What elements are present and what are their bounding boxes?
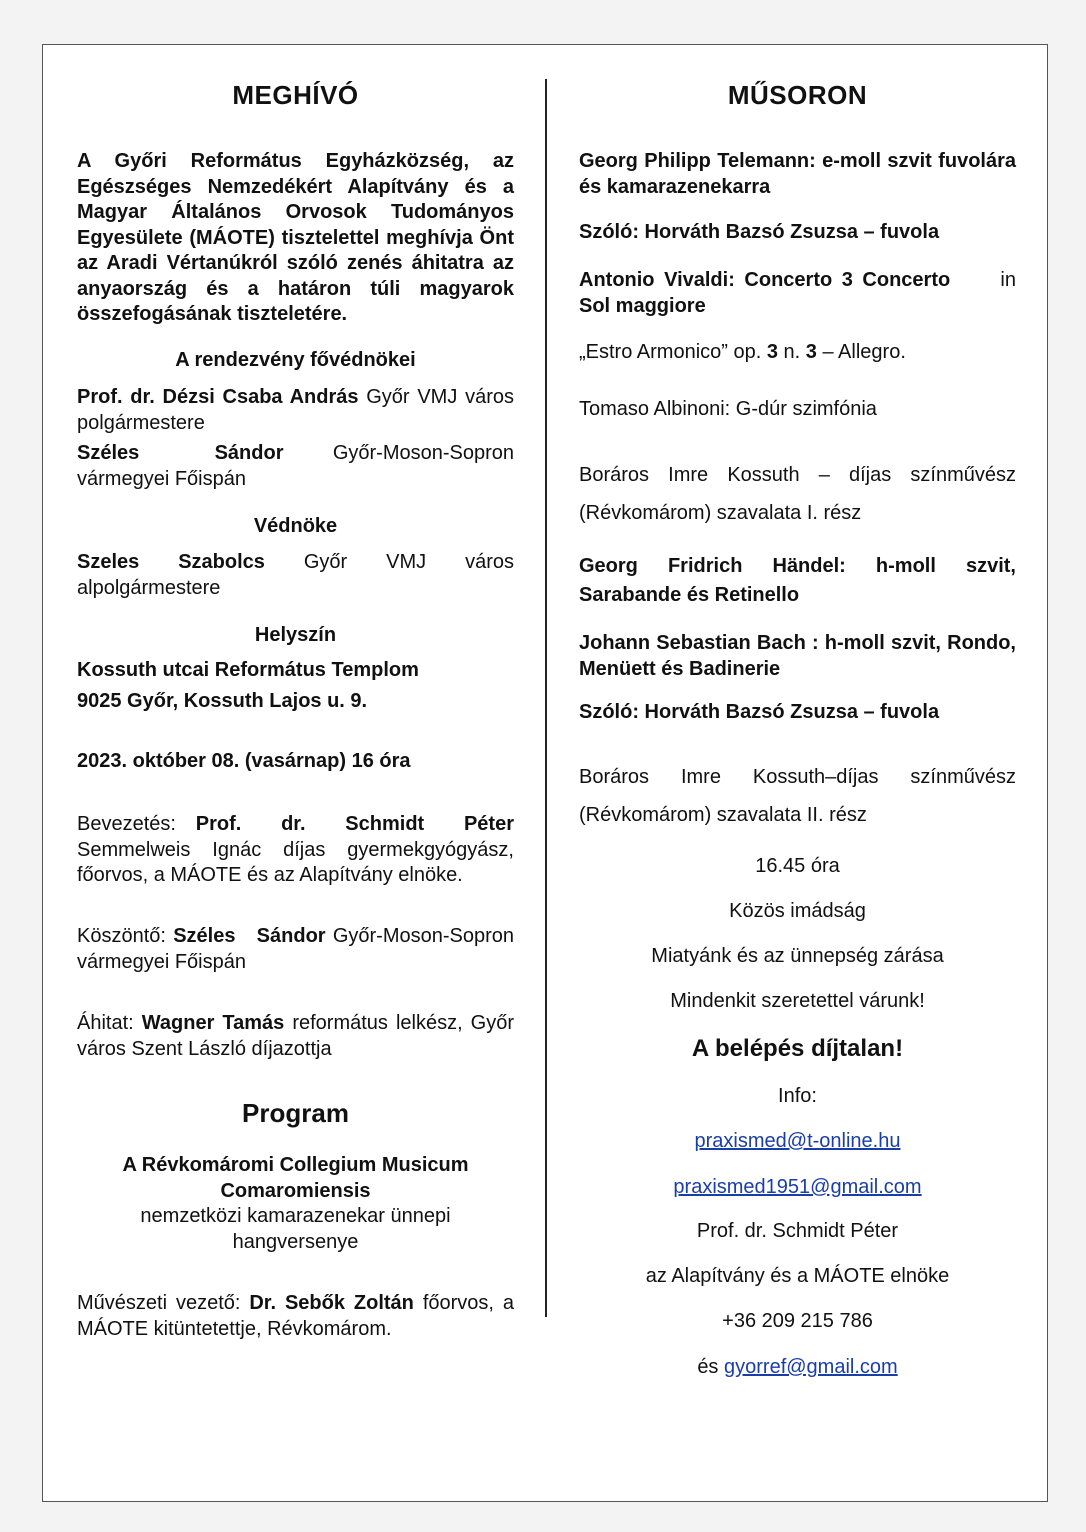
sermon-speaker-name: Wagner Tamás [141,1012,285,1034]
intro-speaker [77,812,514,889]
patron-2 [77,441,514,492]
email-link-2[interactable]: praxismed1951@gmail.com [673,1176,922,1198]
artistic-director [77,1291,514,1342]
email-link-2-row [579,1176,1016,1199]
welcome-line: Mindenkit szeretettel várunk! [670,990,925,1012]
program-title: MŰSORON [727,80,868,110]
program-heading: Program [242,1098,349,1128]
program-item-telemann: Georg Philipp Telemann: e-moll szvit fuvolára és kamarazenekarra [579,150,1016,198]
program-item-handel: Georg Fridrich Händel: h-moll szvit, Sarabande és Retinello [579,555,1016,606]
patron-1-role: Győr VMJ város polgármestere [77,386,515,434]
sermon-speaker-role: református lelkész, Győr város Szent László díjazottja [77,1012,515,1060]
greeting-speaker-role: Győr-Moson-Sopron vármegyei Főispán [77,925,514,973]
intro-label: Bevezetés: [77,813,176,835]
protector-name: Szeles Szabolcs [77,551,265,573]
patron-2-name: Széles Sándor [77,442,284,464]
common-prayer: Közös imádság [729,900,866,922]
protector [77,550,514,601]
program-item-albinoni: Tomaso Albinoni: G-dúr szimfónia [579,398,877,420]
intro-paragraph: A Győri Református Egyházközség, az Egészséges Nemzedékért Alapítvány és a Magyar Általános Orvosok Tudományos Egyesülete (MÁOTE) tisztelettel meghívja Önt az Aradi Vértanúkról szóló zenés áhitatra az anyaország és a határon túli magyarok összefogásának tiszteletére. [77,150,514,325]
venue-line-2: 9025 Győr, Kossuth Lajos u. 9. [77,690,368,712]
free-entry: A belépés díjtalan! [691,1035,904,1062]
vivaldi-title: Antonio Vivaldi: Concerto 3 Concerto [579,269,951,291]
vivaldi-tempo: – Allegro. [822,341,906,363]
intro-speaker-name: Prof. dr. Schmidt Péter [195,813,514,835]
soloist-2: Szóló: Horváth Bazsó Zsuzsa – fuvola [579,701,940,723]
ensemble-description: nemzetközi kamarazenekar ünnepi hangversenye [140,1205,451,1253]
soloist-1: Szóló: Horváth Bazsó Zsuzsa – fuvola [579,221,940,243]
email-link-1[interactable]: praxismed@t-online.hu [694,1130,901,1152]
vivaldi-key: Sol maggiore [579,295,706,317]
column-divider [545,79,547,1317]
contact-role: az Alapítvány és a MÁOTE elnöke [645,1265,950,1287]
patrons-heading: A rendezvény fővédnökei [175,349,416,371]
vivaldi-opus-label: „Estro Armonico” op. [579,341,762,363]
email-link-3-row [579,1356,1016,1379]
vivaldi-n-label: n. [783,341,801,363]
director-name: Dr. Sebők Zoltán [249,1292,414,1314]
contact-phone: +36 209 215 786 [722,1310,873,1332]
contact-name: Prof. dr. Schmidt Péter [696,1220,899,1242]
intro-speaker-role: Semmelweis Ignác díjas gyermekgyógyász, főorvos, a MÁOTE és az Alapítvány elnöke. [77,838,514,886]
recital-part-2: Boráros Imre Kossuth–díjas színművész (Révkomárom) szavalata II. rész [579,766,1016,826]
venue-heading: Helyszín [254,624,337,646]
vivaldi-opus-number: 3 [766,341,778,363]
closing-line: Miatyánk és az ünnepség zárása [651,945,944,967]
program-item-bach: Johann Sebastian Bach : h-moll szvit, Rondo, Menüett és Badinerie [579,632,1016,680]
event-date: 2023. október 08. (vasárnap) 16 óra [77,750,411,772]
patron-2-role: Győr-Moson-Sopron vármegyei Főispán [77,442,514,490]
sermon-speaker [77,1011,514,1062]
vivaldi-in: in [1000,269,1016,291]
info-label: Info: [778,1085,817,1107]
sermon-label: Áhitat: [77,1012,134,1034]
director-role: főorvos, a MÁOTE kitüntetettje, Révkomárom. [77,1292,514,1340]
director-label: Művészeti vezető: [77,1292,241,1314]
protector-heading: Védnöke [253,515,338,537]
greeting-speaker [77,924,514,975]
patron-1 [77,385,514,436]
venue-line-1: Kossuth utcai Református Templom [77,659,419,681]
email-link-3[interactable]: gyorref@gmail.com [724,1356,898,1378]
recital-part-1: Boráros Imre Kossuth – díjas színművész (Révkomárom) szavalata I. rész [579,464,1016,524]
email-link-1-row [579,1130,1016,1153]
and-label: és [697,1356,719,1378]
vivaldi-n-number: 3 [805,341,817,363]
invitation-page [42,44,1048,1502]
second-time: 16.45 óra [755,855,840,877]
program-item-vivaldi [579,269,1016,292]
vivaldi-movement [579,341,1016,364]
greeting-speaker-name: Széles Sándor [173,925,326,947]
patron-1-name: Prof. dr. Dézsi Csaba András [77,386,359,408]
greeting-label: Köszöntő: [77,925,166,947]
ensemble-name: A Révkomáromi Collegium Musicum Comaromiensis [122,1154,469,1202]
invitation-title: MEGHÍVÓ [232,80,359,110]
protector-role: Győr VMJ város alpolgármestere [77,551,515,599]
